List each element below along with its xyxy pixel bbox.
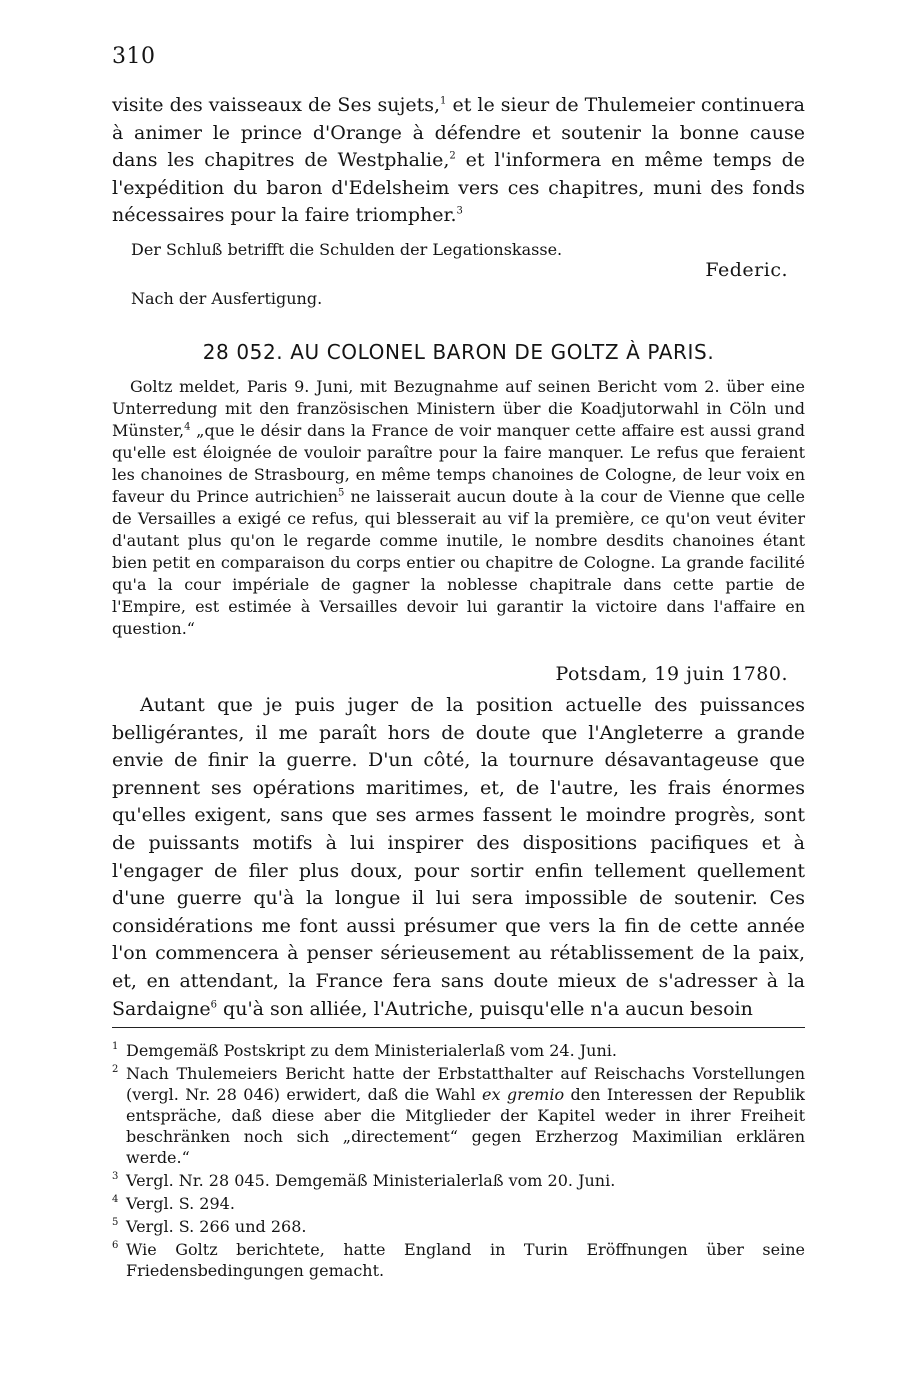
source-note: Nach der Ausfertigung. xyxy=(131,289,323,308)
intro-text-part: et l'informera en même temps de l'expédition du baron d'Edelsheim vers ces chapitres, muni des fonds nécessaires pour la faire triompher. xyxy=(112,149,805,227)
footnote-number: 4 xyxy=(112,1194,119,1205)
footnote-text: Demgemäß Postskript zu dem Ministerialerlaß vom 24. Juni. xyxy=(126,1041,617,1060)
footnote-text: Vergl. Nr. 28 045. Demgemäß Ministerialerlaß vom 20. Juni. xyxy=(126,1171,616,1190)
footnote-italic: ex gremio xyxy=(481,1085,565,1104)
footnote-text: Wie Goltz berichtete, hatte England in Turin Eröffnungen über seine Friedensbedingungen gemacht. xyxy=(126,1240,805,1280)
footnote-text: Vergl. S. 294. xyxy=(126,1194,235,1213)
footnote xyxy=(112,1216,805,1237)
footnote-text-part: den Interessen der Republik entspräche, daß diese aber die Mitglieder der Kapitel weder in ihrer Freiheit beschränken noch sich „directement“ gegen Erzherzog Maximilian erklären werde.“ xyxy=(126,1085,805,1167)
footnote-number: 2 xyxy=(112,1064,119,1075)
footnote-ref: 6 xyxy=(210,999,218,1011)
signature: Federic. xyxy=(705,259,788,281)
footnote xyxy=(112,1040,805,1061)
footnote-ref: 1 xyxy=(440,95,447,107)
footnote-divider xyxy=(112,1027,805,1028)
footnote-ref: 4 xyxy=(184,421,191,433)
intro-text-part: visite des vaisseaux de Ses sujets, xyxy=(112,94,441,116)
footnote-text: Vergl. S. 266 und 268. xyxy=(126,1217,307,1236)
footnote-number: 3 xyxy=(112,1171,119,1182)
footnote xyxy=(112,1193,805,1214)
footnote-number: 5 xyxy=(112,1217,119,1228)
page-number: 310 xyxy=(112,44,156,69)
summary-paragraph xyxy=(112,376,805,640)
footnotes xyxy=(112,1040,805,1283)
summary-text-part: Goltz meldet, Paris 9. Juni, mit Bezugnahme auf seinen Bericht vom 2. über eine Unterredung mit den französischen Ministern über die Koadjutorwahl in Cöln und Münster, xyxy=(112,377,805,440)
dateline: Potsdam, 19 juin 1780. xyxy=(555,663,788,685)
main-text-part: Autant que je puis juger de la position actuelle des puissances belligérantes, il me paraît hors de doute que l'Angleterre a grande envie de finir la guerre. D'un côté, la tournure désavantageuse que prennent ses opérations maritimes, et, de l'autre, les frais énormes qu'elles exigent, sans que ses armes fassent le moindre progrès, sont de puissants motifs à lui inspirer des dispositions pacifiques et à l'engager de filer plus doux, pour sortir enfin tellement quellement d'une guerre qu'à la longue il lui sera impossible de soutenir. Ces considérations me font aussi présumer que vers la fin de cette année l'on commencera à penser sérieusement au rétablissement de la paix, et, en attendant, la France fera sans doute mieux de s'adresser à la Sardaigne xyxy=(112,694,805,1020)
footnote-ref: 3 xyxy=(456,206,463,218)
main-paragraph xyxy=(112,692,805,1023)
footnote xyxy=(112,1063,805,1168)
footnote-text-part: Nach Thulemeiers Bericht hatte der Erbstatthalter auf Reischachs Vorstellungen (vergl. Nr. 28 046) erwidert, daß die Wahl xyxy=(126,1064,805,1104)
summary-text-part: ne laisserait aucun doute à la cour de Vienne que celle de Versailles a exigé ce refus, qui blesserait au vif la première, ce qu'on veut éviter d'autant plus qu'on le regarde comme inutile, le nombre desdits chanoines étant bien petit en comparaison du corps entier ou chapitre de Cologne. La grande facilité qu'a la cour impériale de gagner la noblesse chapitrale dans cette partie de l'Empire, est estimée à Versailles devoir lui garantir la victoire dans l'affaire en question.“ xyxy=(112,487,806,638)
footnote-text xyxy=(126,1063,805,1168)
footnote-ref: 5 xyxy=(338,487,345,499)
footnote-ref: 2 xyxy=(449,150,456,162)
footnote xyxy=(112,1170,805,1191)
editorial-note: Der Schluß betrifft die Schulden der Legationskasse. xyxy=(131,240,563,259)
letter-heading: 28 052. AU COLONEL BARON DE GOLTZ À PARIS. xyxy=(202,340,715,364)
summary-text-part: „que le désir dans la France de voir manquer cette affaire est aussi grand qu'elle est éloignée de vouloir paraître pour la faire manquer. Le refus que feraient les chanoines de Strasbourg, en même temps chanoines de Cologne, de leur voix en faveur du Prince autrichien xyxy=(112,421,805,506)
footnote-number: 1 xyxy=(112,1041,119,1052)
intro-paragraph xyxy=(112,92,805,230)
footnote-number: 6 xyxy=(112,1240,119,1251)
intro-text-part: et le sieur de Thulemeier continuera à animer le prince d'Orange à défendre et soutenir la bonne cause dans les chapitres de Westphalie, xyxy=(112,94,805,172)
footnote xyxy=(112,1239,805,1281)
main-text-part: qu'à son alliée, l'Autriche, puisqu'elle n'a aucun besoin xyxy=(217,997,753,1020)
